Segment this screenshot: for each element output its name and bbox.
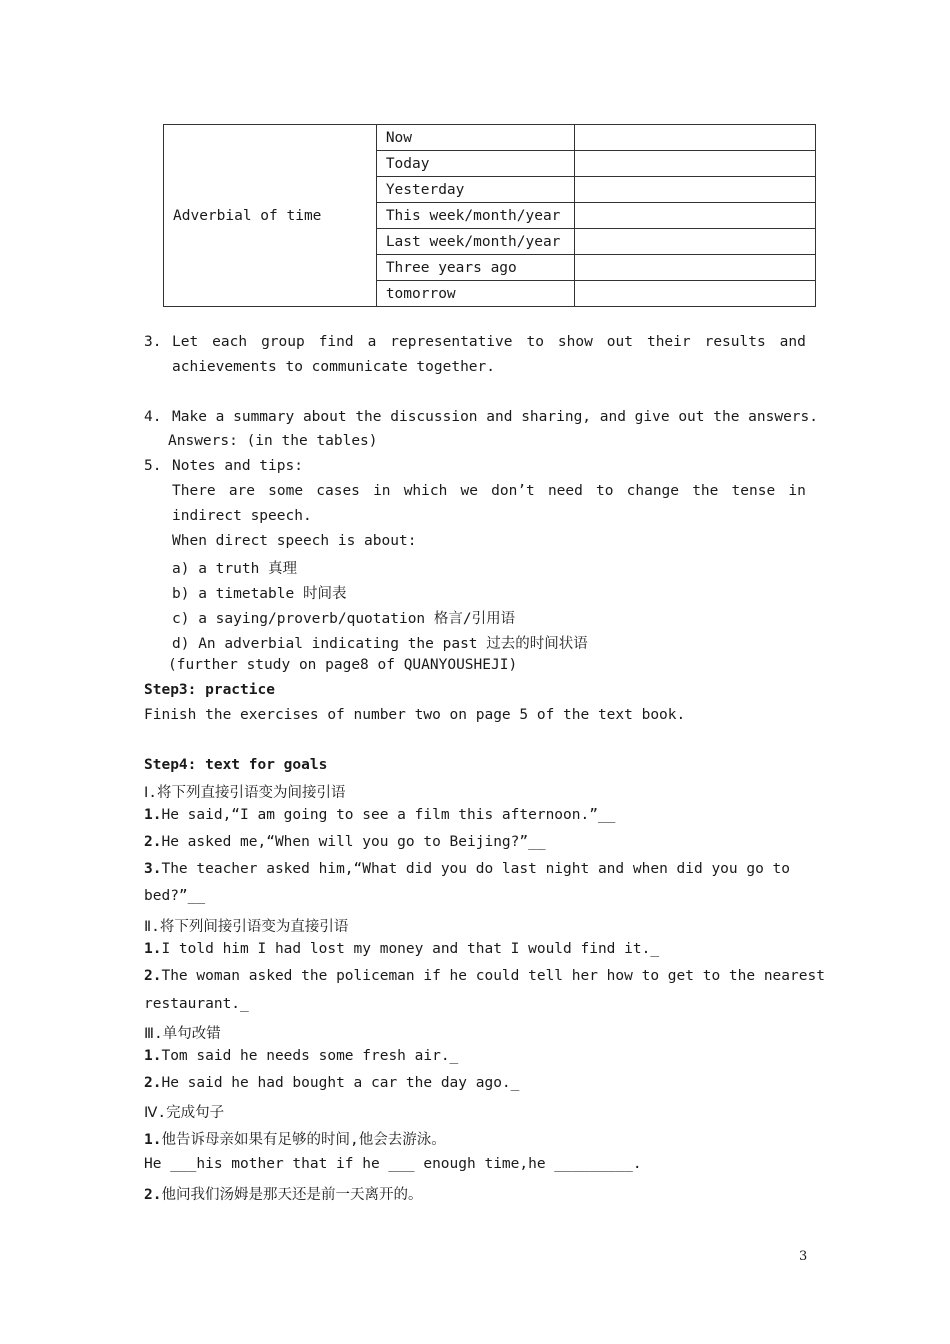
section-1-heading: Ⅰ.将下列直接引语变为间接引语	[144, 785, 346, 801]
table-row-header: Adverbial of time	[164, 125, 377, 307]
question-number: 3.	[144, 861, 162, 877]
question-text: 他问我们汤姆是那天还是前一天离开的。	[161, 1187, 423, 1203]
section-2-heading: Ⅱ.将下列间接引语变为直接引语	[144, 919, 349, 935]
table-cell-blank	[574, 177, 815, 203]
item-3-line-2: achievements to communicate together.	[172, 359, 496, 375]
table-cell-label: Yesterday	[376, 177, 574, 203]
question-number: 1.	[144, 1048, 162, 1064]
section-3-question-1	[144, 1048, 458, 1064]
justified-word: Let	[172, 334, 199, 350]
justified-word: their	[646, 334, 691, 350]
question-text: Tom said he needs some fresh air._	[161, 1048, 459, 1064]
justified-word: some	[268, 483, 304, 499]
table-cell-blank	[574, 151, 815, 177]
justified-word: find	[318, 334, 354, 350]
note-b: b) a timetable 时间表	[172, 586, 347, 602]
question-text: He asked me,“When will you go to Beijing?”__	[161, 834, 546, 850]
justified-word: and	[779, 334, 806, 350]
justified-word: don’t	[491, 483, 535, 499]
question-text: I told him I had lost my money and that I would find it._	[161, 941, 660, 957]
justified-word: cases	[316, 483, 360, 499]
justified-word: There	[172, 483, 216, 499]
section-4-heading: Ⅳ.完成句子	[144, 1105, 225, 1121]
justified-word: in	[373, 483, 391, 499]
item-5-line-2: indirect speech.	[172, 508, 312, 524]
justified-word: out	[606, 334, 633, 350]
justified-word: to	[526, 334, 544, 350]
item-3-line-1	[172, 334, 806, 350]
table-cell-label: This week/month/year	[376, 203, 574, 229]
justified-word: representative	[390, 334, 513, 350]
page-number: 3	[799, 1249, 808, 1264]
step-3-text: Finish the exercises of number two on page 5 of the text book.	[144, 707, 686, 723]
table-cell-label: Last week/month/year	[376, 229, 574, 255]
note-c: c) a saying/proverb/quotation 格言/引用语	[172, 611, 516, 627]
item-5-line-3: When direct speech is about:	[172, 533, 417, 549]
justified-word: a	[367, 334, 377, 350]
adverbial-of-time-table	[163, 124, 816, 307]
section-1-question-3	[144, 861, 790, 877]
justified-word: in	[788, 483, 806, 499]
item-5-title: Notes and tips:	[172, 458, 303, 474]
justified-word: are	[228, 483, 256, 499]
justified-word: need	[547, 483, 583, 499]
question-number: 2.	[144, 968, 162, 984]
section-1-question-2	[144, 834, 546, 850]
item-3-number: 3.	[144, 334, 162, 350]
table-cell-label: Three years ago	[376, 255, 574, 281]
table-cell-blank	[574, 125, 815, 151]
question-text: The teacher asked him,“What did you do last night and when did you go to	[161, 861, 791, 877]
section-3-question-2	[144, 1075, 519, 1091]
question-text: The woman asked the policeman if he could tell her how to get to the nearest	[161, 968, 825, 984]
table-cell-label: tomorrow	[376, 281, 574, 307]
note-a: a) a truth 真理	[172, 561, 298, 577]
justified-word: results	[704, 334, 766, 350]
table-cell-blank	[574, 255, 815, 281]
question-number: 1.	[144, 1132, 162, 1148]
table-cell-label: Today	[376, 151, 574, 177]
justified-word: each	[212, 334, 248, 350]
item-4-line-2: Answers: (in the tables)	[168, 433, 378, 449]
step-3-heading: Step3: practice	[144, 682, 275, 698]
justified-word: group	[261, 334, 305, 350]
question-text: 他告诉母亲如果有足够的时间,他会去游泳。	[161, 1132, 446, 1148]
question-number: 2.	[144, 1187, 162, 1203]
justified-word: we	[460, 483, 478, 499]
justified-word: tense	[731, 483, 776, 499]
question-number: 2.	[144, 1075, 162, 1091]
section-4-question-1	[144, 1128, 446, 1149]
table-cell-blank	[574, 281, 815, 307]
section-4-question-2	[144, 1183, 422, 1204]
section-1-question-1	[144, 807, 615, 823]
item-5-number: 5.	[144, 458, 162, 474]
question-text: He said he had bought a car the day ago._	[161, 1075, 520, 1091]
table-cell-blank	[574, 229, 815, 255]
justified-word: the	[692, 483, 719, 499]
section-2-question-1	[144, 941, 659, 957]
section-1-question-3-cont: bed?”__	[144, 888, 206, 904]
item-4-line-1: Make a summary about the discussion and sharing, and give out the answers.	[172, 409, 819, 425]
item-5-line-1	[172, 483, 806, 499]
table-cell-blank	[574, 203, 815, 229]
justified-word: change	[626, 483, 680, 499]
justified-word: show	[557, 334, 593, 350]
step-4-heading: Step4: text for goals	[144, 757, 328, 773]
note-d: d) An adverbial indicating the past 过去的时间状语	[172, 636, 588, 652]
item-4-number: 4.	[144, 409, 162, 425]
table-cell-label: Now	[376, 125, 574, 151]
justified-word: which	[403, 483, 448, 499]
question-number: 1.	[144, 807, 162, 823]
question-number: 1.	[144, 941, 162, 957]
section-2-question-2-cont: restaurant._	[144, 996, 249, 1012]
question-number: 2.	[144, 834, 162, 850]
section-3-heading: Ⅲ.单句改错	[144, 1026, 221, 1042]
section-4-question-1-fill: He ___his mother that if he ___ enough time,he _________.	[144, 1156, 642, 1172]
justified-word: to	[596, 483, 614, 499]
section-2-question-2	[144, 968, 825, 984]
further-study-note: (further study on page8 of QUANYOUSHEJI)	[168, 657, 518, 673]
question-text: He said,“I am going to see a film this afternoon.”__	[161, 807, 616, 823]
